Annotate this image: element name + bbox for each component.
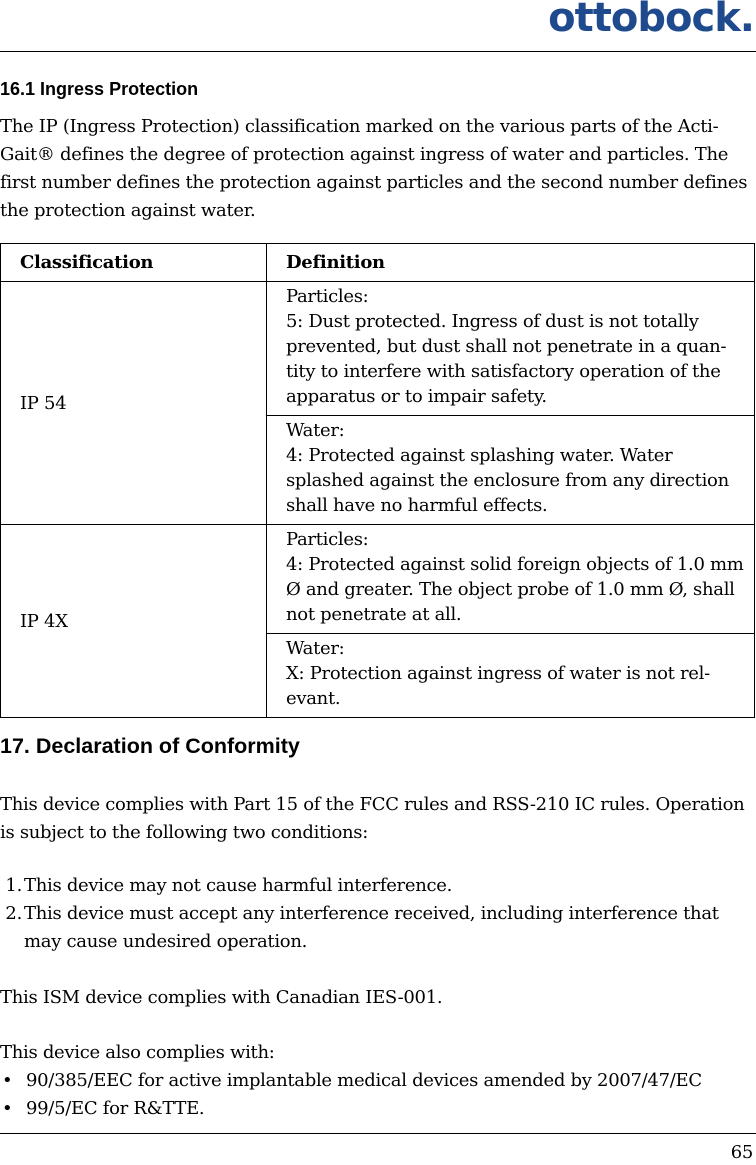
classification-cell: IP 54 xyxy=(1,282,267,525)
table-row xyxy=(1,525,755,634)
particles-text: 4: Protected against solid foreign objects of 1.0 mm Ø and greater. The object probe of 1.0 mm Ø, shall not penetrate at all. xyxy=(286,554,744,625)
particles-label: Particles: xyxy=(286,286,369,307)
table-header-row xyxy=(1,244,755,282)
table-row xyxy=(1,282,755,416)
classification-cell: IP 4X xyxy=(1,525,267,718)
bullet-icon: • xyxy=(2,1070,13,1091)
page-number: 65 xyxy=(730,1142,753,1163)
list-number: 2. xyxy=(5,903,22,924)
ingress-intro-paragraph: The IP (Ingress Protection) classification marked on the various parts of the Acti-Gait® defines the degree of protection against ingress of water and particles. The first number defines the protection against particles and the second number defines the protection against water. xyxy=(0,116,748,221)
column-header-classification: Classification xyxy=(1,244,267,282)
list-item xyxy=(0,1067,702,1095)
section-heading-declaration-of-conformity: 17. Declaration of Conformity xyxy=(0,734,300,758)
column-header-definition: Definition xyxy=(267,244,755,282)
list-item-text: This device may not cause harmful interference. xyxy=(24,875,453,896)
conformity-intro-paragraph: This device complies with Part 15 of the FCC rules and RSS-210 IC rules. Operation is subject to the following two conditions: xyxy=(0,794,745,843)
water-label: Water: xyxy=(286,638,345,659)
definition-water-cell xyxy=(267,634,755,718)
ottobock-logo: ottobock. xyxy=(548,0,754,41)
list-item xyxy=(0,900,752,956)
ip-classification-table xyxy=(0,243,755,718)
header-divider xyxy=(0,51,756,52)
list-item-text: 90/385/EEC for active implantable medical devices amended by 2007/47/EC xyxy=(26,1070,702,1091)
water-label: Water: xyxy=(286,420,345,441)
list-item-text: This device must accept any interference received, including interference that may cause undesired operation. xyxy=(24,903,719,952)
list-number: 1. xyxy=(5,875,22,896)
water-text: X: Protection against ingress of water is not rel-evant. xyxy=(286,663,710,709)
section-heading-ingress-protection: 16.1 Ingress Protection xyxy=(0,79,199,99)
also-complies-paragraph: This device also complies with: xyxy=(0,1042,275,1063)
ism-compliance-paragraph: This ISM device complies with Canadian IES-001. xyxy=(0,987,443,1008)
water-text: 4: Protected against splashing water. Water splashed against the enclosure from any direction shall have no harmful effects. xyxy=(286,445,729,516)
standards-list xyxy=(0,1067,702,1123)
definition-particles-cell xyxy=(267,525,755,634)
bullet-icon: • xyxy=(2,1098,13,1119)
definition-particles-cell xyxy=(267,282,755,416)
particles-label: Particles: xyxy=(286,529,369,550)
conditions-list xyxy=(0,872,752,956)
list-item xyxy=(0,1095,702,1123)
footer-divider xyxy=(0,1133,756,1134)
particles-text: 5: Dust protected. Ingress of dust is not totally prevented, but dust shall not penetrate in a quan-tity to interfere with satisfactory operation of the apparatus or to impair safety. xyxy=(286,311,727,407)
list-item-text: 99/5/EC for R&TTE. xyxy=(26,1098,205,1119)
list-item xyxy=(0,872,752,900)
definition-water-cell xyxy=(267,416,755,525)
